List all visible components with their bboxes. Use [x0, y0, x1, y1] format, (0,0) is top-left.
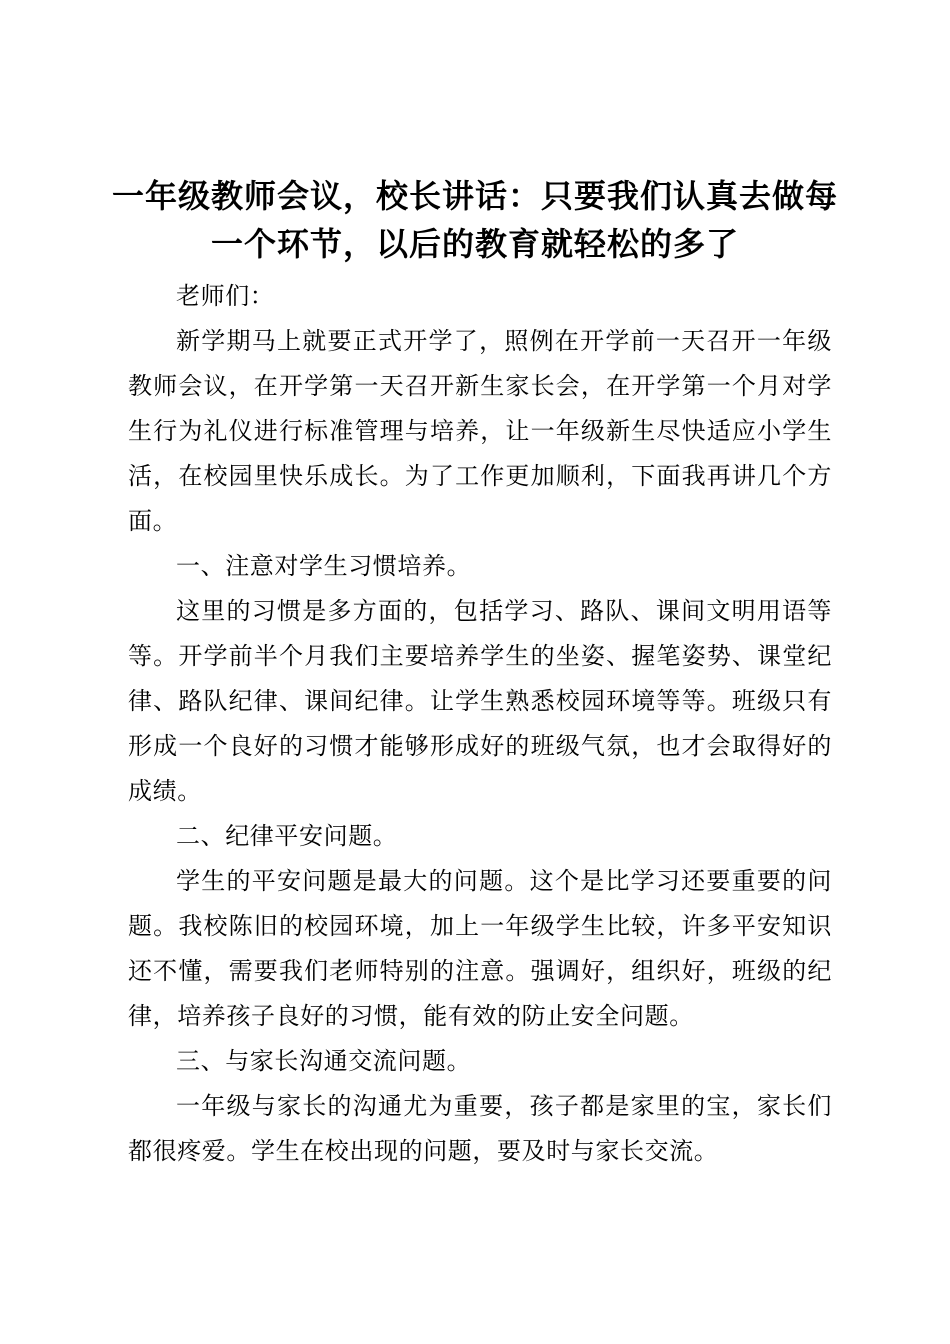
document-title: 一年级教师会议，校长讲话：只要我们认真去做每一个环节，以后的教育就轻松的多了: [111, 177, 838, 263]
section-heading-habits: 一、注意对学生习惯培养。: [176, 552, 472, 580]
habits-paragraph: 这里的习惯是多方面的，包括学习、路队、课间文明用语等等。开学前半个月我们主要培养学生的坐姿、握笔姿势、课堂纪律、路队纪律、课间纪律。让学生熟悉校园环境等等。班级只有形成一个良好的习惯才能够形成好的班级气氛，也才会取得好的成绩。: [128, 597, 832, 805]
intro-paragraph: 新学期马上就要正式开学了，照例在开学前一天召开一年级教师会议，在开学第一天召开新生家长会，在开学第一个月对学生行为礼仪进行标准管理与培养，让一年级新生尽快适应小学生活，在校园里快乐成长。为了工作更加顺利，下面我再讲几个方面。: [128, 327, 832, 535]
document-body: [128, 274, 832, 1174]
salutation: 老师们：: [176, 282, 275, 310]
section-heading-safety: 二、纪律平安问题。: [176, 822, 398, 850]
parents-paragraph: 一年级与家长的沟通尤为重要，孩子都是家里的宝，家长们都很疼爱。学生在校出现的问题，要及时与家长交流。: [128, 1092, 832, 1165]
safety-paragraph: 学生的平安问题是最大的问题。这个是比学习还要重要的问题。我校陈旧的校园环境，加上一年级学生比较，许多平安知识还不懂，需要我们老师特别的注意。强调好，组织好，班级的纪律，培养孩子良好的习惯，能有效的防止安全问题。: [128, 867, 832, 1030]
section-heading-parents: 三、与家长沟通交流问题。: [176, 1047, 472, 1075]
